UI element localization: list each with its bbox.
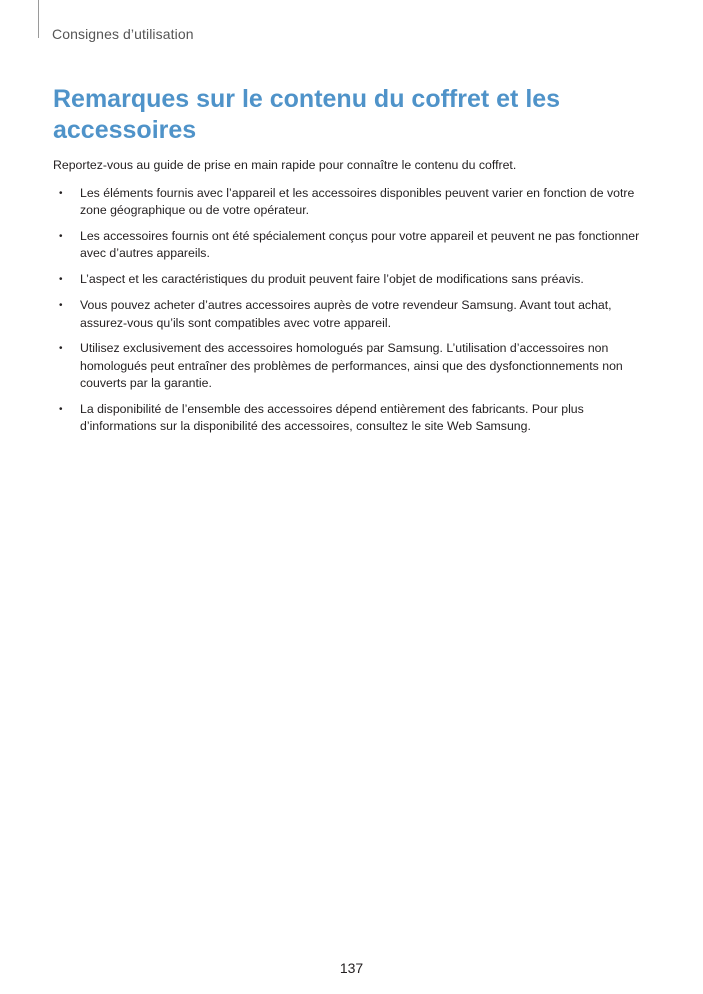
list-item-text: Les éléments fournis avec l’appareil et les accessoires disponibles peuvent varier en fonction de votre zone géographique ou de votre opérateur.: [80, 186, 635, 218]
list-item: [53, 401, 653, 436]
intro-paragraph: Reportez-vous au guide de prise en main rapide pour connaître le contenu du coffret.: [53, 158, 517, 172]
running-head: Consignes d’utilisation: [52, 26, 194, 42]
list-item-text: L’aspect et les caractéristiques du produit peuvent faire l’objet de modifications sans préavis.: [80, 272, 584, 287]
list-item-text: Utilisez exclusivement des accessoires homologués par Samsung. L’utilisation d’accessoires non homologués peut entraîner des problèmes de performances, ainsi que des dysfonctionnements non couverts par la garantie.: [80, 341, 623, 391]
page-number: 137: [339, 960, 364, 976]
list-item-text: La disponibilité de l’ensemble des accessoires dépend entièrement des fabricants. Pour plus d’informations sur la disponibilité des accessoires, consultez le site Web Samsung.: [80, 401, 584, 434]
list-item: [53, 271, 653, 288]
bullet-icon: •: [59, 300, 63, 312]
list-item: [53, 185, 653, 220]
bullet-icon: •: [59, 188, 63, 199]
bullet-list: [53, 185, 653, 444]
header-divider: [38, 0, 39, 38]
list-item-text: Vous pouvez acheter d’autres accessoires auprès de votre revendeur Samsung. Avant tout achat, assurez-vous qu’ils sont compatibles avec votre appareil.: [80, 298, 612, 330]
bullet-icon: •: [59, 403, 63, 415]
section-title: Remarques sur le contenu du coffret et les accessoires: [53, 85, 561, 144]
bullet-icon: •: [59, 231, 63, 243]
list-item: [53, 297, 653, 332]
list-item-text: Les accessoires fournis ont été spécialement conçus pour votre appareil et peuvent ne pas fonctionner avec d’autres appareils.: [80, 229, 640, 261]
bullet-icon: •: [59, 274, 63, 286]
bullet-icon: •: [59, 343, 63, 355]
list-item: [53, 340, 653, 392]
list-item: [53, 228, 653, 263]
